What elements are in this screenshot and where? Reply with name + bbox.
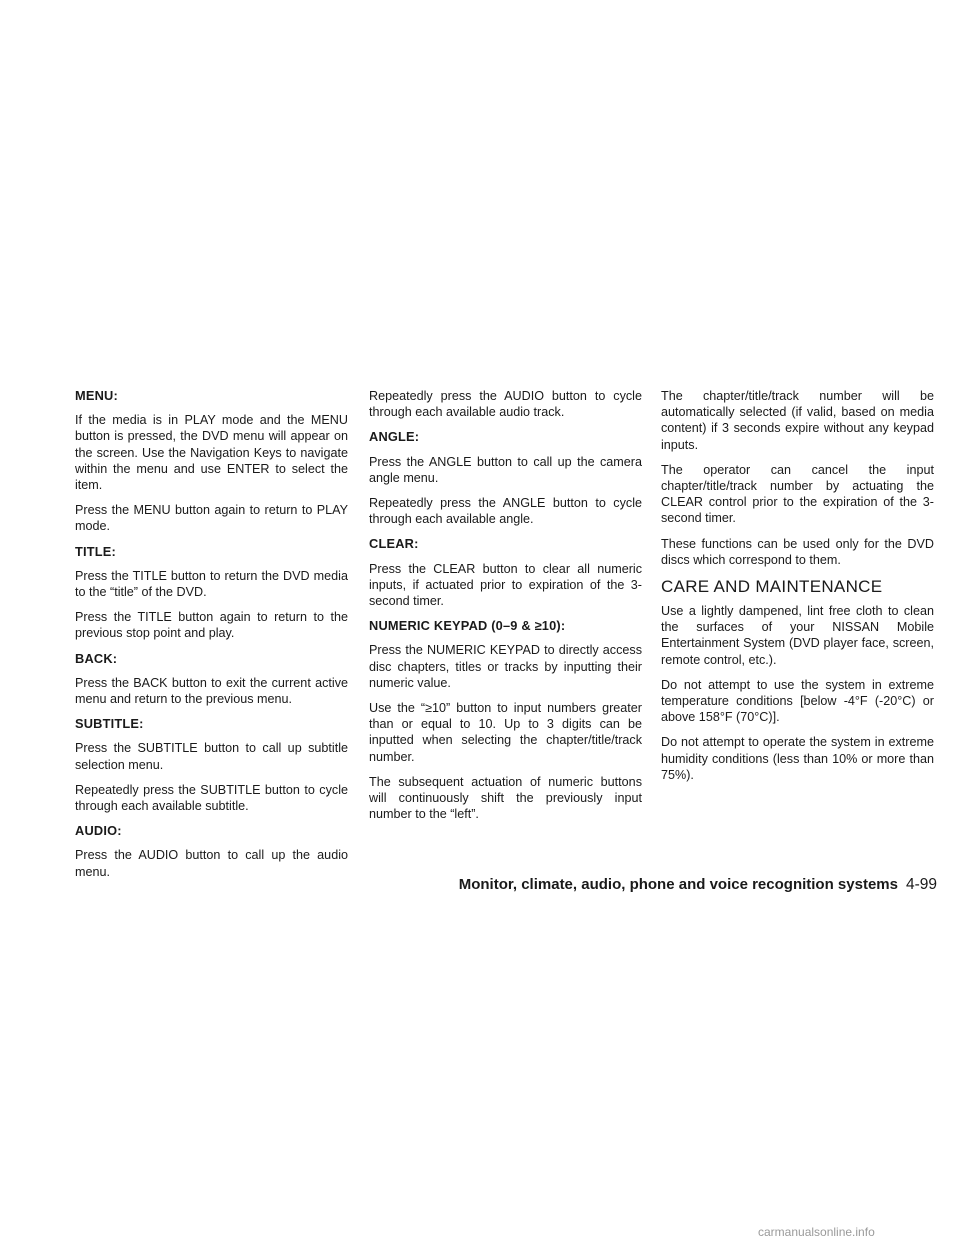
page-number: 4-99 [905, 876, 937, 893]
subheading: CLEAR: [369, 536, 419, 552]
column-1 [75, 388, 348, 889]
subheading: NUMERIC KEYPAD (0–9 & ≥10): [369, 618, 566, 634]
paragraph: Do not attempt to use the system in extreme temperature conditions [below -4°F (-20°C) or above 158°F (70°C)]. [661, 677, 934, 725]
paragraph: Press the AUDIO button to call up the audio menu. [75, 848, 348, 879]
paragraph: Press the TITLE button to return the DVD media to the “title” of the DVD. [75, 568, 348, 600]
paragraph: Use the “≥10” button to input numbers greater than or equal to 10. Up to 3 digits can be inputted when selecting the chapter/title/track number. [369, 701, 642, 764]
paragraph: Press the CLEAR button to clear all numeric inputs, if actuated prior to expiration of the 3-second timer. [369, 561, 642, 609]
paragraph: The chapter/title/track number will be automatically selected (if valid, based on media content) if 3 seconds expire without any keypad inputs. [661, 389, 934, 452]
subheading: ANGLE: [369, 429, 420, 445]
paragraph: Repeatedly press the AUDIO button to cycle through each available audio track. [369, 389, 642, 420]
footer-section-title: Monitor, climate, audio, phone and voice recognition systems [458, 876, 898, 893]
paragraph: Repeatedly press the ANGLE button to cycle through each available angle. [369, 496, 642, 527]
paragraph: Press the MENU button again to return to PLAY mode. [75, 503, 348, 534]
subheading: SUBTITLE: [75, 716, 144, 732]
paragraph: These functions can be used only for the DVD discs which correspond to them. [661, 536, 934, 567]
column-2 [369, 388, 642, 831]
paragraph: Press the NUMERIC KEYPAD to directly access disc chapters, titles or tracks by inputting their numeric value. [369, 643, 642, 690]
subheading: TITLE: [75, 543, 117, 559]
column-3 [661, 388, 934, 792]
paragraph: Do not attempt to operate the system in extreme humidity conditions (less than 10% or more than 75%). [661, 735, 934, 782]
paragraph: Press the SUBTITLE button to call up subtitle selection menu. [75, 741, 348, 772]
paragraph: The operator can cancel the input chapter/title/track number by actuating the CLEAR control prior to the expiration of the 3-second timer. [661, 462, 934, 526]
watermark-text[interactable]: carmanualsonline.info [758, 1225, 875, 1239]
page-footer [459, 876, 937, 894]
paragraph: If the media is in PLAY mode and the MENU button is pressed, the DVD menu will appear on the screen. Use the Navigation Keys to navigate within the menu and use ENTER to select the item. [75, 413, 348, 493]
subheading: MENU: [75, 388, 118, 403]
paragraph: The subsequent actuation of numeric buttons will continuously shift the previously input number to the “left”. [369, 774, 642, 822]
paragraph: Press the ANGLE button to call up the camera angle menu. [369, 454, 642, 485]
paragraph: Press the BACK button to exit the current active menu and return to the previous menu. [75, 675, 348, 707]
paragraph: Repeatedly press the SUBTITLE button to cycle through each available subtitle. [75, 782, 348, 814]
paragraph: Press the TITLE button again to return to the previous stop point and play. [75, 610, 348, 641]
paragraph: Use a lightly dampened, lint free cloth to clean the surfaces of your NISSAN Mobile Entertainment System (DVD player face, screen, remote control, etc.). [661, 604, 934, 667]
subheading: BACK: [75, 650, 118, 666]
section-heading: CARE AND MAINTENANCE [661, 577, 883, 597]
subheading: AUDIO: [75, 823, 122, 839]
